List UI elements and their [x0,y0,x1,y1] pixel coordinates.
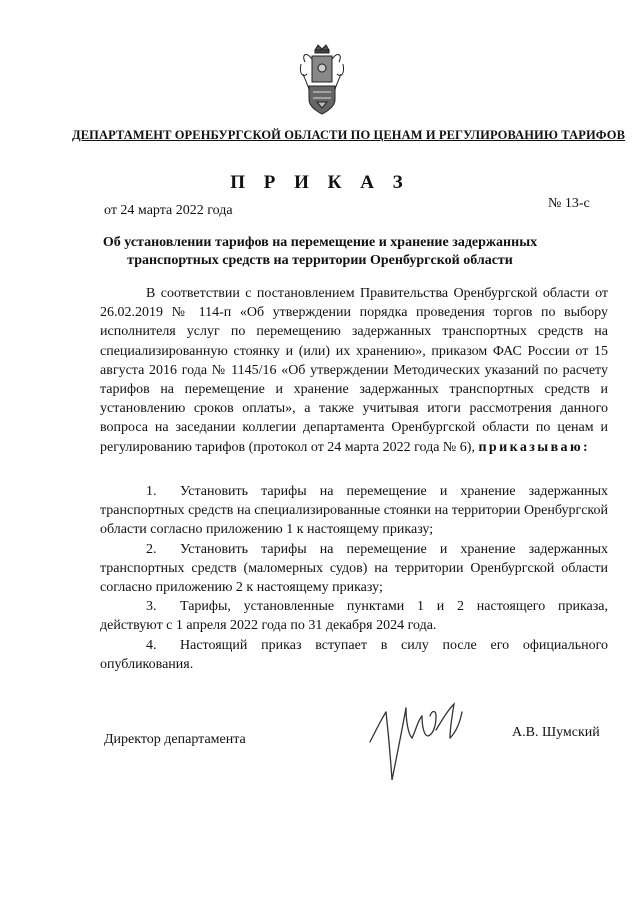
item-number: 4. [146,637,157,653]
item-text: Настоящий приказ вступает в силу после его официального опубликования. [100,637,608,672]
preamble-text: В соответствии с постановлением Правительства Оренбургской области от 26.02.2019 № 114-п «Об утверждении порядка проведения торгов по выбору исполнителя услуг по перемещению задержанных транспортных средств на специализированную стоянку и (или) их хранению», приказом ФАС России от 15 августа 2016 года № 1145/16 «Об утверждении Методических указаний по расчету тарифов на перемещение и хранение задержанных транспортных средств и установлению сроков оплаты», а также учитывая итоги рассмотрения данного вопроса на заседании коллегии департамента Оренбургской области по ценам и регулированию тарифов (протокол от 24 марта 2022 года № 6), [100,286,608,455]
department-header: ДЕПАРТАМЕНТ ОРЕНБУРГСКОЙ ОБЛАСТИ ПО ЦЕНАМ И РЕГУЛИРОВАНИЮ ТАРИФОВ [72,128,626,142]
decree-word: приказываю: [478,439,591,455]
handwritten-signature [362,690,472,790]
signatory-position: Директор департамента [104,732,246,747]
signatory-name: А.В. Шумский [512,725,600,740]
item-text: Установить тарифы на перемещение и хранение задержанных транспортных средств на специализированные стоянки на территории Оренбургской области согласно приложению 1 к настоящему приказу; [100,484,608,538]
order-number: № 13-с [548,196,590,211]
list-item [100,597,608,635]
order-subject: Об установлении тарифов на перемещение и хранение задержанных транспортных средств на территории Оренбургской области [102,235,538,268]
list-item [100,482,608,540]
order-date: от 24 марта 2022 года [104,203,233,218]
item-number: 2. [146,541,157,557]
list-item [100,636,608,674]
item-number: 1. [146,484,157,499]
document-title: П Р И К А З [230,172,410,193]
item-text: Установить тарифы на перемещение и хранение задержанных транспортных средств (маломерных судов) на территории Оренбургской области согласно приложению 2 к настоящему приказу; [100,541,608,596]
decree-items-list [100,482,608,674]
preamble-paragraph [100,284,608,457]
coat-of-arms-emblem [297,44,347,118]
list-item [100,540,608,598]
item-number: 3. [146,599,157,615]
item-text: Тарифы, установленные пунктами 1 и 2 настоящего приказа, действуют с 1 апреля 2022 года по 31 декабря 2024 года. [100,599,608,634]
